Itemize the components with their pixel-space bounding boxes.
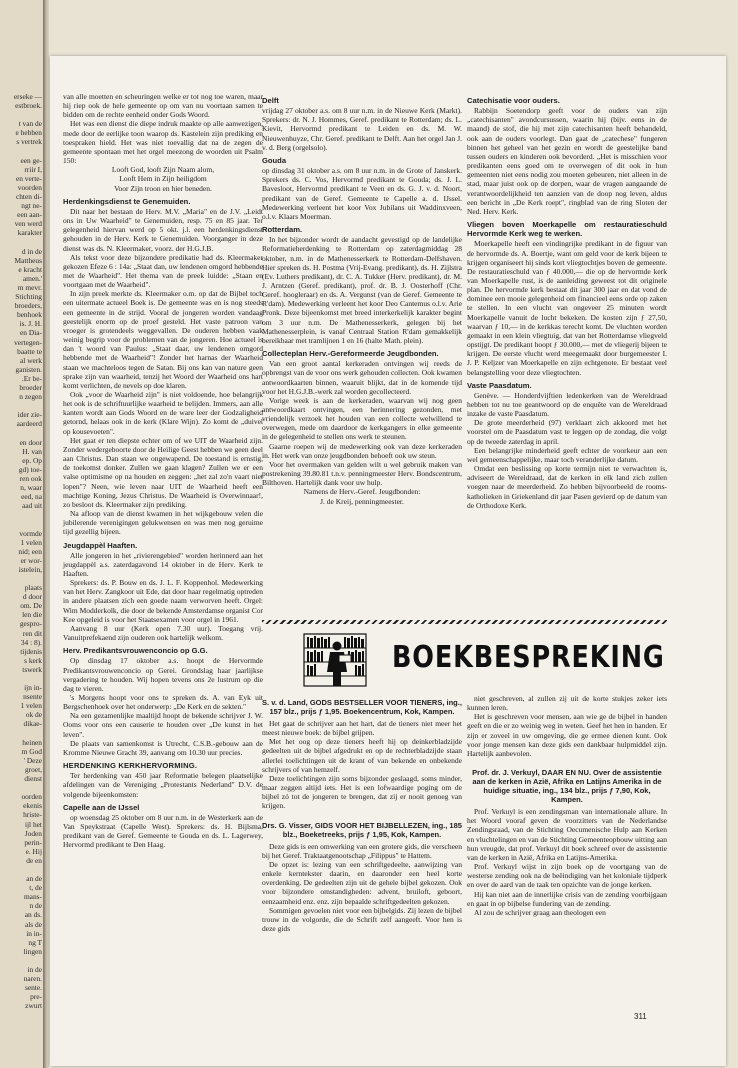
article-heading: Gouda: [262, 155, 287, 165]
book-review-column-right: [467, 694, 667, 917]
strip-line: 34 : 8).: [20, 637, 42, 647]
paragraph: Ter herdenking van 450 jaar Reformatie belegen plaatselijke afdelingen van de Vereniging „Protestants Nederland" D.V. de volgende bijeenkomsten:: [63, 771, 263, 799]
book-title: Prof. dr. J. Verkuyl, DAAR EN NU. Over de assistentie aan de kerken in Azië, Afrika en Latijns Amerika in de huidige situatie, ing., 134 blz., prijs ƒ 7,90, Kok, Kampen.: [472, 768, 662, 805]
strip-line: ijn in-: [24, 683, 42, 693]
paragraph: Hij kan niet aan de innerlijke crisis van de zending voorbijgaan en gaat in op bijbelse fundering van de zending.: [467, 889, 667, 908]
paragraph: Voor het overmaken van gelden wilt u wel gebruik maken van postrekening 39.80.81 t.n.v. penningmeester Herv. Bondscentrum, Bilthoven. Hartelijk dank voor uw hulp.: [262, 459, 462, 488]
strip-line: [0, 510, 42, 519]
strip-line: erseke —: [13, 92, 42, 101]
strip-line: aardeerd: [16, 419, 42, 429]
paragraph: vrijdag 27 oktober a.s. om 8 uur n.m. in de Nieuwe Kerk (Markt). Sprekers: dr. N. J. Hommes, Geref. predikant te Rotterdam; ds. L. Kievit, Hervormd predikant te Leiden en ds. M. W. Nieuwenhuyze, Chr. Geref. predikant te Delft. Aan het orgel Jan J. v. d. Berg (orgelsolo).: [262, 106, 462, 152]
strip-line: broeders,: [14, 301, 42, 311]
strip-line: [0, 783, 42, 792]
strip-line: len die: [22, 610, 42, 620]
strip-line: ren ook: [19, 473, 42, 483]
strip-line: plaats: [24, 583, 42, 593]
strip-line: [0, 956, 42, 965]
strip-line: sente.: [24, 983, 42, 993]
paragraph: op dinsdag 31 oktober a.s. om 8 uur n.m. in de Grote of Janskerk. Sprekers ds. C. Vos, Hervormd predikant te Gouda; ds. J. L. Bavesloot, Hervormd predikant te Veen en ds. G. J. v. d. Noort, predikant van de Geref. Gemeente te Capelle a. d. IJssel. Medewerking verleent het koor Vox Jubilans uit Waddinxveen, o.l.v. Klaars Moerman.: [262, 166, 462, 221]
strip-line: gespro-: [19, 619, 42, 629]
paragraph: Gaarne roepen wij de medewerking ook van deze kerkeraden in. Het werk van onze jeugdbonden behoeft ook uw steun.: [262, 441, 462, 460]
strip-line: n zegen: [19, 392, 42, 402]
paragraph: Na een gezamenlijke maaltijd hoopt de bekende schrijver J. W. Ooms voor ons een causerie te houden over „De kunst in het leven".: [63, 711, 263, 739]
article-heading: Jeugdappèl Haaften.: [63, 540, 138, 550]
strip-line: gd) toe-: [18, 464, 42, 474]
strip-line: 1 velen: [20, 537, 42, 547]
article-heading: Capelle aan de IJssel: [63, 802, 140, 812]
paragraph: Deze toelichtingen zijn soms bijzonder geslaagd, soms minder, maar zeggen altijd iets. Het is een lofwaardige poging om de bijbel zó tot de jongeren te brengen, dat zij er nooit genoeg van krijgen.: [262, 773, 462, 811]
section-heading: HERDENKING KERKHERVORMING.: [63, 761, 198, 771]
strip-line: ganisten.: [15, 364, 42, 374]
strip-line: s vertrek: [16, 137, 42, 147]
paragraph: Het was een dienst die diepe indruk maakte op alle aanwezigen, mede door de eerlijke toon waarop ds. Kastelein zijn prediking en toespraken hield. Het was niet toevallig dat na de zegen de gemeente spontaan met het orgel meezong de woorden uit Psalm 150:: [63, 119, 263, 166]
verse-line: Looft Hem in Zijn heiligdom: [119, 174, 207, 184]
strip-line: nid; een: [18, 546, 42, 556]
strip-line: ider zie-: [17, 410, 42, 420]
strip-line: [0, 729, 42, 738]
strip-line: zwurt: [25, 1001, 42, 1011]
article-heading: Collecteplan Herv.-Gereformeerde Jeugdbonden.: [262, 349, 439, 359]
strip-line: ngt ne-: [21, 201, 42, 211]
strip-line: 1 velen: [20, 701, 42, 711]
strip-line: al werk: [20, 355, 42, 365]
paragraph: Het is geschreven voor mensen, aan wie ge de bijbel in handen geeft en die er zo weinig weg in weten. Geef het hen in handen. Er zijn er zoveel in uw omgeving, die ge ermee dienen kunt. Ook voor jonge mensen kan deze gids een dankbaar hulpmiddel zijn. Hartelijk aanbevolen.: [467, 712, 667, 758]
paragraph: Moerkapelle heeft een vindingrijke predikant in de figuur van de hervormde ds. A. Boertje, want om geld voor de kerk bijeen te krijgen organiseert hij sinds kort vliegtochtjes boven de gemeente. De restauratieschuld van ƒ 40.000,— die op de hervormde kerk van Moerkapelle rust, is de aanleiding geweest tot dit originele plan. De hervormde kerk bestaat dit jaar 300 jaar en dat vond de dominee een mooie gelegenheid om financieel eens orde op zaken te stellen. In een vlucht van ongeveer 25 minuten wordt Moerkapelle vanuit de lucht bekeken. De kosten zijn ƒ 27,50, waarvan ƒ 10,— in de kerkkas terecht komt. De vluchten worden gemaakt in een klein vliegtuig, dat van het Rotterdamse vliegveld opstijgt. De predikant hoopt ƒ 30.000,— met de vliegerij bijeen te krijgen. De eerste vlucht werd meegemaakt door burgemeester I. J. P. Keljzer van Moerkapelle en zijn echtgenote. Er bestaat veel belangstelling voor deze vliegtochten.: [467, 239, 667, 377]
paragraph: Al zou de schrijver graag aan theologen een: [474, 907, 606, 917]
banner-title: BOEKBESPREKING: [392, 640, 665, 675]
strip-line: de en: [26, 855, 42, 865]
strip-line: m God: [21, 746, 42, 756]
paragraph: Vorige week is aan de kerkeraden, waarvan wij nog geen antwoordkaart ontvingen, een herinnering gezonden, met vriendelijk verzoek het houden van een collecte welwillend te overwegen, mede om daardoor de kerkgangers in elke gemeente in de gelegenheid te stellen ons werk te steunen.: [262, 395, 462, 442]
strip-line: t, de: [29, 883, 42, 893]
strip-line: pre-: [30, 992, 42, 1002]
strip-line: estbroek.: [15, 101, 42, 111]
strip-line: om. De: [20, 601, 42, 611]
strip-line: e hebben: [15, 128, 42, 138]
strip-line: baatte te: [17, 346, 42, 356]
article-heading: Vaste Paasdatum.: [467, 380, 532, 390]
paragraph: 's Morgens hoopt voor ons te spreken ds. A. van Eyk uit Bergschenhoek over het onderwerp: „De Kerk en de sekten.": [63, 693, 263, 712]
article-heading: Herdenkingsdienst te Genemuiden.: [63, 196, 191, 206]
paragraph: Sprekers: ds. P. Bouw en ds. J. L. F. Koppenhol. Medewerking van het Herv. Zangkoor uit Ede, dat door haar regelmatig optreden in andere plaatsen zich een goede naam verworven heeft. Orgel: Wim Modderkolk, die door de bekende Amsterdamse organist Cor Kee opgeleid is voor het Staatsexamen voor orgel in 1961.: [63, 578, 263, 624]
paragraph: op woensdag 25 oktober om 8 uur n.m. in de Westerkerk aan de Van Speykstraat (Capelle West). Sprekers: ds. H. Bijlsma, predikant van de Geref. Gemeente te Gouda en ds. L. Lagerwey, Hervormd predikant te Den Haag.: [63, 812, 263, 850]
strip-line: [0, 865, 42, 874]
paragraph: Aanvang 8 uur (Kerk open 7.30 uur). Toegang vrij. Vanuitprefekaend zijn ouderen ook hartelijk welkom.: [63, 623, 263, 643]
paragraph: Prof. Verkuyl is een zendingsman van internationale allure. In het Woord vooraf geven de voorzitters van de Nederlandse Zendingsraad, van de Stichting Oecumenische Hulp aan Kerken en vluchtelingen en van de Stichting Gemeenteopbouw uitting aan hun vreugde, dat prof. Verkuyl dit boek schreef over de assistentie van de kerken in Azië, Afrika en Latijns-Amerika.: [467, 807, 667, 862]
column-2: [262, 92, 462, 506]
article-heading: Herv. Predikantsvrouwenconcio op G.G.: [63, 646, 208, 656]
strip-line: perin-: [24, 837, 42, 847]
strip-line: d door: [22, 592, 42, 602]
strip-line: in in-: [26, 928, 42, 938]
article-heading: Delft: [262, 96, 279, 105]
strip-line: dienst: [24, 774, 42, 784]
strip-line: een aan-: [17, 210, 42, 220]
strip-line: naren.: [23, 974, 42, 984]
strip-line: ng T: [28, 937, 42, 947]
strip-line: ven werd: [14, 219, 42, 229]
strip-line: tswerk: [22, 664, 42, 674]
strip-line: [0, 147, 42, 156]
strip-line: [0, 674, 42, 683]
paragraph: Rabbijn Soetendorp geeft voor de ouders van zijn „catechisanten" avondcursussen, waarin hij (bijv. eens in de maand) de stof, die hij met zijn catechisanten heeft behandeld, ook aan de ouders voorlegt. Dan gaat de „catechese" fungeren binnen het geheel van het gezin en wordt de geestelijke band tussen ouders en kinderen ook bevorderd. „Het is misschien voor predikanten eens goed om te overwegen of dit ook in hun gemeenten niet eens nodig zou moeten gebeuren, niet alleen in de stad, maar juist ook op de dorpen, waar de vragen aangaande de verantwoordelijkheid ten aanzien van de doop nog leven, aldus een bericht in „De Kerk roept", ringblad van de ring Sloten der Ned. Herv. Kerk.: [467, 106, 667, 216]
strip-line: groet,: [24, 764, 42, 774]
strip-line: istelein,: [18, 564, 42, 574]
paragraph: Sommigen gevoelen niet voor een bijbelgids. Zij lezen de bijbel trouw in de volgorde, die de Schrift zelf aangeeft. Voor hen is deze gids: [262, 905, 462, 933]
strip-line: en verte-: [15, 173, 42, 183]
page-fold: [43, 0, 49, 1068]
paragraph: Omdat een beslissing op korte termijn niet te verwachten is, adviseert de Wereldraad, dat de kerken in elk land zich zullen voegen naar de meerderheid. Zo hebben bijvoorbeeld de rooms-katholieken in Griekenland dit jaar Pasen gevierd op de datum van de Orthodoxe Kerk.: [467, 464, 667, 510]
strip-line: ep. Op: [22, 455, 42, 465]
strip-line: en door: [19, 437, 42, 447]
book-review-column-left: [262, 694, 462, 933]
strip-line: ok de: [25, 710, 42, 720]
spacer: [467, 758, 667, 764]
strip-line: ijl het: [24, 819, 42, 829]
paragraph: Deze gids is een omwerking van een grotere gids, die verscheen bij het Geref. Traktaatgenootschap „Filippus" te Hattem.: [262, 841, 462, 860]
spacer: [262, 811, 462, 817]
paragraph: Op dinsdag 17 oktober a.s. hoopt de Hervormde Predikantsvrouwenconcio op Gerei. Grondslag haar jaarlijkse vergadering te houden. Wij hopen tevens ons 2e lustrum op die dag te vieren.: [63, 656, 263, 693]
article-heading: Rotterdam.: [262, 225, 303, 235]
strip-line: m mevr.: [17, 282, 42, 292]
strip-line: vertegen-: [14, 337, 42, 347]
strip-line: [0, 519, 42, 528]
section-separator: [262, 620, 667, 624]
strip-line: ' Deze: [23, 755, 42, 765]
article-heading: Catechisatie voor ouders.: [467, 96, 560, 105]
strip-line: Stichting: [15, 292, 42, 302]
paragraph: Genève. — Honderdvijftien ledenkerken van de Wereldraad hebben tot nu toe geantwoord op de enquête van de Wereldraad inzake de vaste Paasdatum.: [467, 390, 667, 419]
strip-line: lingen: [23, 946, 42, 956]
paragraph: In het bijzonder wordt de aandacht gevestigd op de landelijke Reformatieherdenking te Rotterdam op zaterdagmiddag 28 oktober, n.m. in de Mathenesserkerk te Rotterdam-Delfshaven. Hier spreken ds. H. Postma (Vrij-Evang. predikant), ds. H. Zijlstra (Ev. Luthers predikant), dr. C. A. Tukker (Herv. predikant), dr. M. J. Arntzen (Geref. predikant), prof. dr. B. J. Oosterhoff (Chr. Geref. hoogleraar) en ds. A. Vergunst (van de Geref. Gemeente te R'dam). Medewerking verleent het koor Deo Cantemus o.l.v. Arie Pronk. Deze bijeenkomst met breed interkerkelijk karakter begint om 3 uur n.m. De Mathenesserkerk, gelegen bij het Mathenesserplein, is vanaf Centraal Station R'dam gemakkelijk bereikbaar met tramlijnen 1 en 16 (halte Math. plein).: [262, 235, 462, 345]
strip-line: als de: [24, 919, 42, 929]
strip-line: [0, 428, 42, 437]
paragraph: De opzet is: lezing van een schriftgedeelte, aanwijzing van enkele kerntekster daarin, en daaronder een heel korte overdenking. De gedeelten zijn uit de gehele bijbel gekozen. Ook voor bijzondere omstandigheden: advent, bruiloft, geboort, eenzaamheid enz. enz. zijn bepaalde schriftgedeelten gekozen.: [262, 859, 462, 906]
strip-line: an ds.: [24, 910, 42, 920]
paragraph: Alle jongeren in het „rivierengebied" worden herinnerd aan het jeugdappèl a.s. zaterdagavond 14 oktober in de Herv. Kerk te Haaften.: [63, 550, 263, 578]
paragraph: Het gaat de schrijver aan het hart, dat de tieners niet meer het meest nieuwe boek: de bijbel grijpen.: [262, 719, 462, 738]
strip-line: mans-: [23, 892, 42, 902]
strip-line: broeder: [19, 383, 42, 392]
strip-line: een ge-: [20, 155, 42, 165]
paragraph: Met het oog op deze tieners heeft hij op deinkerbladzijde gedeelten uit de bijbel afgedrukt en op de rechterbladzijde staan allerlei toelichtingen uit de krant of van bekende en onbekende schrijvers of van hemzelf.: [262, 737, 462, 774]
paragraph: Een belangrijke minderheid geeft echter de voorkeur aan een wel gemeenschappelijke, maar toch veranderlijke datum.: [467, 445, 667, 464]
paragraph: Prof. Verkuyl wijst in zijn boek op de voortgang van de westerse zending ook na de beëindiging van het koloniale tijdperk en over de aard van de taak ten opzichte van de jonge kerken.: [467, 862, 667, 890]
strip-line: heinen: [22, 737, 42, 747]
strip-line: benhoek: [16, 310, 42, 320]
strip-line: chten di-: [15, 192, 42, 202]
book-review-banner: [300, 628, 665, 690]
strip-line: eed, na: [21, 492, 42, 502]
strip-line: nsente: [23, 692, 42, 702]
column-1: [63, 92, 263, 850]
paragraph: De plaats van samenkomst is Utrecht, C.S.B.-gebouw aan de Kromme Nieuwe Gracht 39, aanvang om 10.30 uur precies.: [63, 738, 263, 757]
strip-line: e. Hij: [25, 846, 42, 856]
book-title: S. v. d. Land, GODS BESTSELLER VOOR TIENERS, ing., 157 blz., prijs ƒ 1,95. Boekencentrum, Kok, Kampen.: [262, 698, 462, 716]
strip-line: Joden: [24, 828, 42, 838]
paragraph: De grote meerderheid (97) verklaart zich akkoord met het voorstel om de Paasdatum vast te leggen op de zondag, die volgt op de tweede zaterdag in april.: [467, 418, 667, 446]
article-heading: Vliegen boven Moerkapelle om restauratieschuld Hervormde Kerk weg te werken.: [467, 220, 667, 239]
strip-line: H. van: [22, 446, 42, 456]
strip-line: s kerk: [24, 655, 42, 665]
strip-line: tijdenis: [20, 646, 42, 656]
previous-page-strip: [0, 92, 42, 1010]
verse-line: Looft God, looft Zijn Naam alom,: [111, 165, 215, 175]
strip-line: in de: [27, 965, 42, 974]
strip-line: rriir I,: [24, 164, 42, 174]
strip-line: dikae-: [23, 719, 42, 729]
strip-line: voorden: [17, 182, 42, 192]
strip-line: an de: [26, 874, 42, 884]
strip-line: aad uit: [22, 501, 42, 511]
strip-line: oorden: [21, 792, 42, 802]
strip-line: is. J. H.: [19, 319, 42, 329]
strip-line: e kracht: [18, 264, 42, 274]
bookshelf-reader-icon: [300, 628, 370, 690]
strip-line: [0, 574, 42, 583]
strip-line: d in de: [21, 246, 42, 256]
paragraph: In zijn preek merkte ds. Kleermaker o.m. op dat de Bijbel toch een uitermate actueel Boek is. De gemeente was en is nog steeds een gemeente in de strijd. Vooral de jongeren worden vandaag geestelijk enorm op de proef gesteld. Het vaste patroon van vroeger is grotendeels weggevallen. De ouderen hebben vaak weinig begrip voor de problemen van de jongeren. Hoe actueel is dan 't woord van Paulus: „Staat daar, uw lendenen omgord hebbende met de Waarheid"! Zonder het harnas der Waarheid staan we machteloos tegen de Satan. Bij ons kan van nature geen sprake zijn van waarheid, tenzij het Woord der Waarheid ons hart komt verlichten, de nevels op doe klaren.: [63, 289, 263, 390]
paragraph: Als tekst voor deze bijzondere predikatie had ds. Kleermaker gekozen Efeze 6 : 14a: „Staat dan, uw lendenen omgord hebbende met de Waarheid". Het thema van de preek luidde: „Staan en voortgaan met de Waarheid".: [63, 252, 263, 290]
strip-line: vormde: [19, 528, 42, 538]
strip-line: [0, 238, 42, 247]
paragraph: van alle moetten en scheuringen welke er tot nog toe waren, maar hij riep ook de hele gemeente op om van nu voortaan samen te bidden om de rechte eenheid onder Gods Woord.: [63, 92, 263, 120]
strip-line: [0, 110, 42, 119]
paragraph: Ook „voor de Waarheid zijn" is niet voldoende, hoe belangrijk het ook is de schriftuurlijke waarheid te belijden. Immers, aan alle kanten wordt aan Gods Woord en de ware leer der Godzaligheid getornd, helaas ook in de kerk (Klare Wijn). Zo komt de „duivel op kousevoeten".: [63, 390, 263, 436]
strip-line: .Er be-: [21, 373, 42, 383]
strip-line: ren dit: [22, 628, 42, 638]
strip-line: n de: [29, 901, 42, 911]
strip-line: hriste-: [23, 810, 42, 820]
strip-line: er wor-: [20, 555, 42, 565]
strip-line: t van de: [18, 119, 42, 129]
paragraph: Het gaat er ten diepste echter om of we UIT de Waarheid zijn. Zonder wedergeboorte door de Heilige Geest hebben we geen deel aan Christus. Dan staan we ongewapend. De toestand is ernstig, de toekomst donker. Zullen we gaan klagen? Zullen we er een valse optimisme op na houden en zeggen: „het zal zo'n vaart niet lopen"? Neen, wie leven naar UIT de Waarheid heeft een machtige Koning, Jezus Christus. De Waarheid is Overwinnaar!, zo besloot ds. Kleermaker zijn prediking.: [63, 435, 263, 509]
paragraph: Dit naar het bestaan de Herv. M.V. „Maria" en de J.V. „Leidt ons in Uw Waarheid" te Genemuiden, resp. 75 en 85 jaar. Ter gelegenheid hiervan werd op 5 okt. j.l. een herdenkingsdienst gehouden in de Herv. Kerk te Genemuiden. Voorganger in deze dienst was ds. N. Kleermaker, voorz. der H.G.J.B.: [63, 206, 263, 253]
strip-line: en Dia-: [20, 328, 42, 338]
strip-line: [0, 401, 42, 410]
paragraph: Na afloop van de dienst kwamen in het wijkgebouw velen die jubilerende verenigingen gelukwensen en was men nog geruime tijd gezellig bijeen.: [63, 509, 263, 537]
strip-line: n, waar: [20, 483, 42, 493]
strip-line: karakter: [17, 228, 42, 238]
signature-line: J. de Kreij, penningmeester.: [320, 496, 404, 506]
strip-line: Mattheus: [14, 255, 42, 265]
strip-line: amen.': [22, 273, 42, 283]
column-3: [467, 92, 667, 510]
book-title: Drs. G. Visser, GIDS VOOR HET BIJBELLEZEN, ing., 185 blz., Boeketreeks, prijs ƒ 1,95, Kok, Kampen.: [262, 820, 462, 839]
page-number: 311: [634, 1012, 647, 1021]
signature-line: Namens de Herv.-Geref. Jeugdbonden:: [303, 487, 421, 497]
paragraph: Van een groot aantal kerkeraden ontvingen wij reeds de opbrengst van de voor ons werk gehouden collecten. Ook kwamen antwoordkaarten binnen, waaruit blijkt, dat in de komende tijd voor het H.G.J.B.-werk zal worden gecollecteerd.: [262, 359, 462, 396]
verse-line: Voor Zijn troon en hier beneden.: [114, 183, 212, 193]
strip-line: ekenis: [23, 801, 42, 811]
paragraph: niet geschreven, al zullen zij uit de korte stukjes zeker iets kunnen leren.: [467, 694, 667, 713]
